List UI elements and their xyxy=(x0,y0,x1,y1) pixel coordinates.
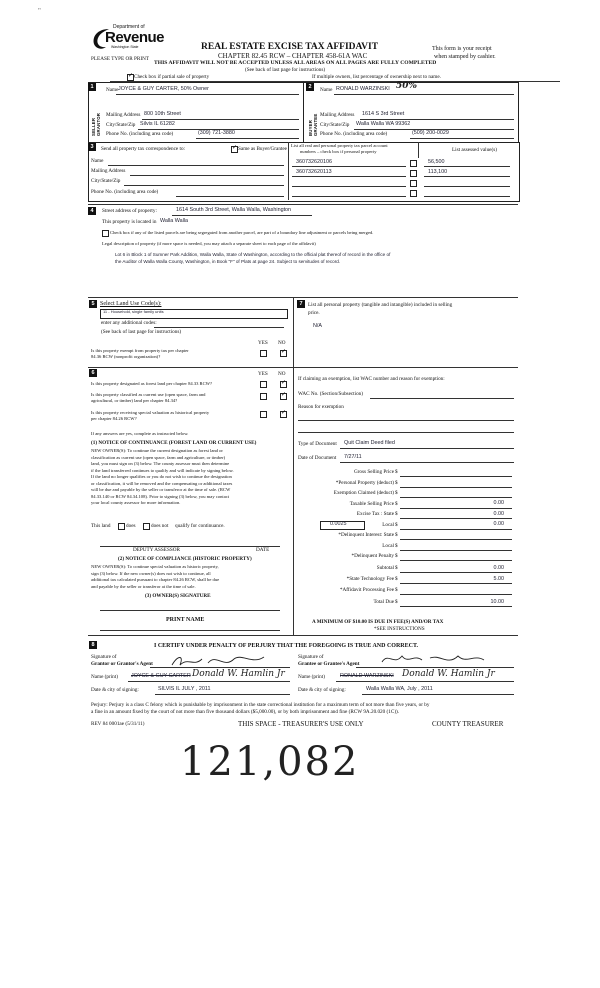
land-does-checkbox[interactable] xyxy=(118,523,125,530)
fin-label-exemption: Exemption Claimed (deduct) xyxy=(333,490,394,496)
corr-name-label: Name xyxy=(91,158,104,164)
seller-mailing[interactable]: 800 10th Street xyxy=(144,111,181,117)
exemption-label: If claiming an exemption, list WAC number and reason for exemption: xyxy=(298,376,445,382)
section-2-number: 2 xyxy=(306,83,314,91)
grantor-name-handwritten[interactable]: Donald W. Hamlin Jr xyxy=(192,669,285,679)
land-use-value: 11 - Household, single family units xyxy=(103,309,164,314)
no-header-2: NO xyxy=(278,371,286,377)
yes-header-2: YES xyxy=(258,371,268,377)
form-chapter: CHAPTER 82.45 RCW – CHAPTER 458-61A WAC xyxy=(218,52,368,60)
forest-yes-checkbox[interactable] xyxy=(260,381,267,388)
seller-name[interactable]: JOYCE & GUY CARTER, 50% Owner xyxy=(118,86,209,92)
segregated-label: Check box if any of the listed parcels are being segregated from another parcel, are part of a boundary line adjustment or parcels being merged. xyxy=(110,230,374,235)
q-exempt-line1: Is this property exempt from property tax per chapter xyxy=(91,348,189,353)
deputy-assessor-label: DEPUTY ASSESSOR xyxy=(133,547,180,553)
section-3-number: 3 xyxy=(88,143,96,151)
q-exempt-line2: 84.36 RCW (nonprofit organization)? xyxy=(91,354,161,359)
yes-header-1: YES xyxy=(258,340,268,346)
parcel-3-personal-checkbox[interactable] xyxy=(410,180,417,187)
parcel-value-1[interactable]: 56,500 xyxy=(428,159,445,165)
grantee-sig-label2: Grantee or Grantee's Agent xyxy=(298,661,360,667)
land-does-not-checkbox[interactable] xyxy=(143,523,150,530)
fin-local-rate: 0.0025 xyxy=(330,521,347,527)
doc-type[interactable]: Quit Claim Deed filed xyxy=(344,440,395,446)
buyer-phone[interactable]: (509) 200-0029 xyxy=(412,130,449,136)
fin-label-excise-local: Local xyxy=(382,521,394,528)
fin-label-total-due: Total Due xyxy=(373,599,394,605)
dor-logo xyxy=(91,24,165,54)
fin-label-subtotal: Subtotal xyxy=(376,565,394,571)
form-title: REAL ESTATE EXCISE TAX AFFIDAVIT xyxy=(201,42,379,52)
additional-codes-label: enter any additional codes: xyxy=(101,320,157,326)
financial-table: Gross Selling Price $ *Personal Property (deduct) $ Exemption Claimed (deduct) $ Taxable Selling Price $ 0.00 Excise Tax : State $ 0.00 0.0025 Local $ 0.00 *Delinquent Interest: State $ Local $ *Delinquent Penalty $ Subtotal $ 0.00 *State Technology Fee $ 5.00 *Affidavit Processing Fee $ Total Due $ 10.00 xyxy=(294,470,518,610)
buyer-mailing[interactable]: 1614 S 3rd Street xyxy=(362,111,405,117)
buyer-ownership-note: 50% xyxy=(396,81,418,91)
corr-mailing-label: Mailing Address xyxy=(91,168,126,174)
receipt-line1: This form is your receipt xyxy=(432,46,492,52)
corr-city-label: City/State/Zip xyxy=(91,178,121,184)
doc-type-label: Type of Document xyxy=(298,441,337,447)
q-forest: Is this property designated as forest land per chapter 84.33 RCW? xyxy=(91,381,213,386)
legal-description-line1[interactable]: Lot 6 in Block 1 of Sumner Park Addition, Walla Walla, State of Washington, according to the official plat thereof of record in the office of xyxy=(115,252,391,257)
legal-description-label: Legal description of property (if more space is needed, you may attach a separate sheet to each page of the affidavit) xyxy=(102,241,316,246)
corner-mark: " xyxy=(38,7,41,15)
if-yes-note: If any answers are yes, complete as instructed below. xyxy=(91,431,189,436)
buyer-city-label: City/State/Zip xyxy=(320,122,350,128)
grantee-date[interactable]: Walla Walla WA, July , 2011 xyxy=(366,686,433,692)
segregated-checkbox[interactable] xyxy=(102,230,109,237)
exempt-yes-checkbox[interactable] xyxy=(260,350,267,357)
seller-name-label: Name xyxy=(106,87,119,93)
does-label: does xyxy=(126,523,136,529)
grantee-name-struck: RONALD WARZINSKI xyxy=(340,673,394,679)
buyer-mailing-label: Mailing Address xyxy=(320,112,355,118)
fin-value-total-due[interactable]: 10.00 xyxy=(490,598,504,605)
reason-label: Reason for exemption xyxy=(298,404,344,410)
logo-top: Department of xyxy=(113,24,145,30)
no-header-1: NO xyxy=(278,340,286,346)
seller-mailing-label: Mailing Address xyxy=(106,112,141,118)
same-as-buyer-label: Same as Buyer/Grantee xyxy=(238,146,287,152)
assessed-header: List assessed value(s) xyxy=(452,147,497,153)
section-5-number: 5 xyxy=(89,300,97,308)
open-yes-checkbox[interactable] xyxy=(260,393,267,400)
personal-property-price: price. xyxy=(308,310,320,316)
print-name-label: PRINT NAME xyxy=(166,617,205,623)
land-use-see-back: (See back of last page for instructions) xyxy=(101,329,182,335)
parcel-number-1[interactable]: 360732620106 xyxy=(296,159,332,165)
open-no-checkbox[interactable] xyxy=(280,393,287,400)
q-hist-line1: Is this property receiving special valuation as historical property xyxy=(91,410,210,415)
street-label: Street address of property: xyxy=(102,208,157,214)
section-7-number: 7 xyxy=(297,300,305,308)
fin-label-processing-fee: *Affidavit Processing Fee xyxy=(339,587,394,593)
fin-label-excise-state: Excise Tax : State xyxy=(356,511,394,517)
street-address[interactable]: 1614 South 3rd Street, Walla Walla, Washington xyxy=(176,207,292,213)
handwritten-receipt-number: 121,082 xyxy=(180,739,360,785)
fin-label-personal: *Personal Property (deduct) xyxy=(335,479,394,486)
fin-label-penalty: *Delinquent Penalty xyxy=(351,553,394,559)
fin-value-excise-local[interactable]: 0.00 xyxy=(493,521,504,527)
buyer-name[interactable]: RONALD WARZINSKI xyxy=(336,86,390,92)
grantor-sig-label2: Grantor or Grantor's Agent xyxy=(91,661,153,667)
county-treasurer: COUNTY TREASURER xyxy=(432,720,504,728)
form-revision: REV 84 0001ae (5/31/11) xyxy=(91,721,145,727)
fin-value-excise-state[interactable]: 0.00 xyxy=(493,510,504,517)
located-in[interactable]: Walla Walla xyxy=(160,218,189,224)
notice1-title: (1) NOTICE OF CONTINUANCE (FOREST LAND OR CURRENT USE) xyxy=(91,440,257,446)
correspondence-label: Send all property tax correspondence to: xyxy=(101,146,185,152)
located-label: This property is located in xyxy=(102,219,157,225)
does-not-label: does not xyxy=(151,523,169,529)
parcels-header2: numbers – check box if personal property xyxy=(300,149,377,154)
q-hist-line2: per chapter 84.26 RCW? xyxy=(91,416,137,421)
this-land-label: This land xyxy=(91,523,111,529)
qualify-label: qualify for continuance. xyxy=(175,523,225,529)
personal-property-value[interactable]: N/A xyxy=(313,323,322,329)
hist-yes-checkbox[interactable] xyxy=(260,411,267,418)
fin-value-taxable[interactable]: 0.00 xyxy=(493,500,504,506)
seller-city[interactable]: Silvis IL 61282 xyxy=(140,121,175,127)
logo-sub: Washington State xyxy=(111,45,139,49)
treasurer-use-only: THIS SPACE - TREASURER'S USE ONLY xyxy=(238,720,364,728)
fin-value-tech-fee[interactable]: 5.00 xyxy=(493,575,504,582)
please-type: PLEASE TYPE OR PRINT xyxy=(91,56,149,62)
q-open-line1: Is this property classified as current use (open space, farm and xyxy=(91,392,206,397)
parcel-number-2[interactable]: 360732620113 xyxy=(296,169,332,175)
parcel-value-2[interactable]: 113,100 xyxy=(428,169,448,175)
exempt-no-checkbox[interactable] xyxy=(280,350,287,357)
section-1-number: 1 xyxy=(88,83,96,91)
grantee-date-label: Date & city of signing: xyxy=(298,687,346,693)
section-6-number: 6 xyxy=(89,369,97,377)
fin-label-interest-state: *Delinquent Interest: State xyxy=(338,532,394,538)
logo-name: Revenue xyxy=(105,29,165,46)
seller-city-label: City/State/Zip xyxy=(106,122,136,128)
seller-phone[interactable]: (309) 721-3880 xyxy=(198,130,235,136)
parcel-2-personal-checkbox[interactable] xyxy=(410,170,417,177)
grantor-sig-label: Signature of xyxy=(91,654,117,660)
see-instructions: *SEE INSTRUCTIONS xyxy=(374,626,425,632)
grantee-signature[interactable] xyxy=(378,650,488,670)
fin-label-tech-fee: *State Technology Fee xyxy=(346,576,394,582)
minimum-due-note: A MINIMUM OF $10.00 IS DUE IN FEE(S) AND/OR TAX xyxy=(312,619,444,625)
fin-label-gross: Gross Selling Price xyxy=(353,469,394,475)
deputy-date-label: DATE xyxy=(256,547,270,553)
buyer-phone-label: Phone No. (including area code) xyxy=(320,131,388,137)
buyer-grantee-label: BUYER GRANTEE xyxy=(308,113,318,136)
grantor-date[interactable]: SILVIS IL JULY , 2011 xyxy=(158,686,211,692)
certify-statement: I CERTIFY UNDER PENALTY OF PERJURY THAT THE FOREGOING IS TRUE AND CORRECT. xyxy=(154,643,419,649)
grantee-name-print-label: Name (print) xyxy=(298,674,325,680)
buyer-name-label: Name xyxy=(320,87,333,93)
see-back: (See back of last page for instructions) xyxy=(245,67,326,73)
seller-grantor-label: SELLER GRANTOR xyxy=(91,112,101,136)
grantor-name-print-label: Name (print) xyxy=(91,674,118,680)
land-use-label: Select Land Use Code(s): xyxy=(100,301,162,307)
parcels-header1: List all real and personal property tax parcel account xyxy=(291,143,388,148)
corr-phone-label: Phone No. (including area code) xyxy=(91,189,159,195)
section-8-number: 8 xyxy=(89,641,97,649)
grantor-date-label: Date & city of signing: xyxy=(91,687,139,693)
seller-phone-label: Phone No. (including area code) xyxy=(106,131,174,137)
partial-sale-label: Check box if partial sale of property xyxy=(134,74,210,80)
q-open-line2: agricultural, or timber) land per chapter 84.34? xyxy=(91,398,178,403)
fin-label-interest-local: Local xyxy=(382,542,394,549)
grantor-name-struck: JOYCE & GUY CARTER xyxy=(131,673,191,679)
owner-signature-label: (3) OWNER(S) SIGNATURE xyxy=(145,593,211,599)
hist-no-checkbox[interactable] xyxy=(280,411,287,418)
perjury-line2: a fine in an amount fixed by the court of not more than five thousand dollars ($5,000.00), or by both imprisonment and fine (RCW 9A.20.020 (1C)). xyxy=(91,709,400,715)
forest-no-checkbox[interactable] xyxy=(280,381,287,388)
personal-property-label: List all personal property (tangible and intangible) included in selling xyxy=(308,302,453,308)
buyer-city[interactable]: Walla Walla WA 99362 xyxy=(356,121,411,127)
multiple-owners-note: If multiple owners, list percentage of ownership next to name. xyxy=(312,74,441,80)
form-warning: THIS AFFIDAVIT WILL NOT BE ACCEPTED UNLESS ALL AREAS ON ALL PAGES ARE FULLY COMPLETED xyxy=(154,60,437,66)
fin-label-taxable: Taxable Selling Price xyxy=(349,500,394,507)
receipt-line2: when stamped by cashier. xyxy=(434,54,496,60)
doc-date[interactable]: 7/27/11 xyxy=(344,454,362,460)
doc-date-label: Date of Document xyxy=(298,455,337,461)
partial-sale-checkbox[interactable] xyxy=(127,74,134,81)
notice2-title: (2) NOTICE OF COMPLIANCE (HISTORIC PROPERTY) xyxy=(118,556,252,562)
parcel-4-personal-checkbox[interactable] xyxy=(410,190,417,197)
legal-description-line2[interactable]: the Auditor of Walla Walla County, Washington, in Book "F" of Plats at page 24. Subject to servitudes of record. xyxy=(115,259,341,264)
same-as-buyer-checkbox[interactable] xyxy=(231,146,238,153)
wac-label: WAC No. (Section/Subsection) xyxy=(298,391,363,397)
section-4-number: 4 xyxy=(88,207,96,215)
perjury-line1: Perjury: Perjury is a class C felony which is punishable by imprisonment in the state correctional institution for a maximum term of not more than five years, or by xyxy=(91,702,430,708)
grantor-signature[interactable] xyxy=(168,651,268,671)
grantee-name-handwritten[interactable]: Donald W. Hamlin Jr xyxy=(402,669,495,679)
grantee-sig-label: Signature of xyxy=(298,654,324,660)
fin-value-subtotal[interactable]: 0.00 xyxy=(493,564,504,571)
parcel-1-personal-checkbox[interactable] xyxy=(410,160,417,167)
